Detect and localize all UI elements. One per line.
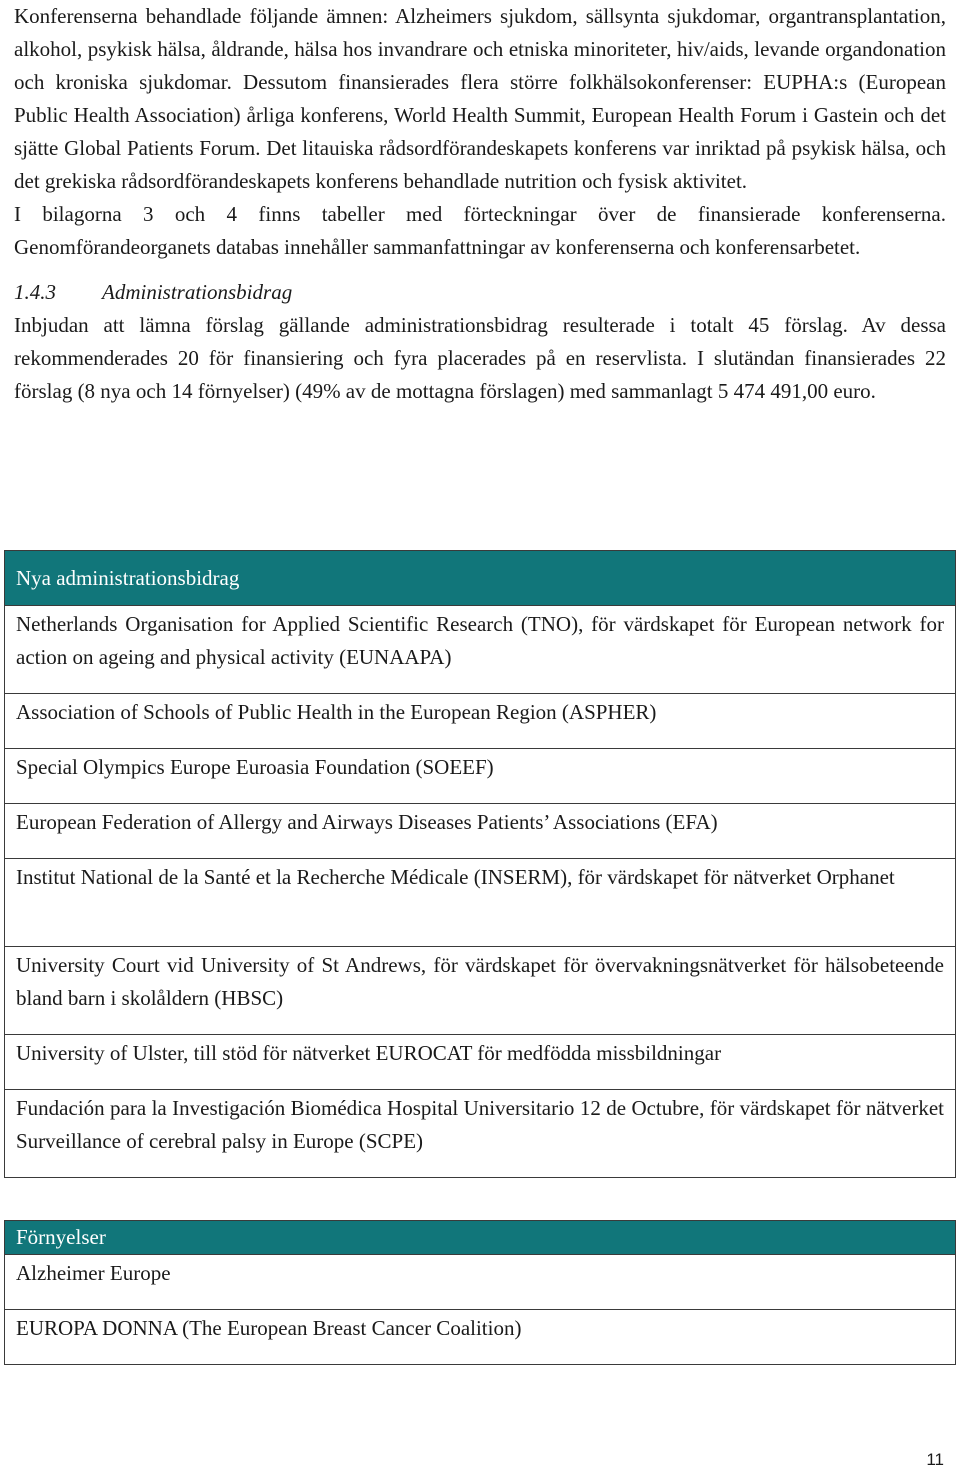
section-title: Administrationsbidrag xyxy=(102,280,293,304)
section-heading xyxy=(14,276,946,309)
table-header-row xyxy=(5,1221,956,1255)
table-cell: Association of Schools of Public Health in the European Region (ASPHER) xyxy=(5,694,956,749)
paragraph-admin-grants: Inbjudan att lämna förslag gällande administrationsbidrag resulterade i totalt 45 förslag. Av dessa rekommenderades 20 för finansiering och fyra placerades på en reservlista. I slutändan finansierades 22 förslag (8 nya och 14 förnyelser) (49% av de mottagna förslagen) med sammanlagt 5 474 491,00 euro. xyxy=(14,313,946,403)
table-row xyxy=(5,859,956,947)
table-header-renewals: Förnyelser xyxy=(5,1221,956,1255)
table-row xyxy=(5,694,956,749)
table-cell: Alzheimer Europe xyxy=(5,1255,956,1310)
table-cell: Fundación para la Investigación Biomédica Hospital Universitario 12 de Octubre, för värdskapet för nätverket Surveillance of cerebral palsy in Europe (SCPE) xyxy=(5,1090,956,1178)
table-row xyxy=(5,1090,956,1178)
table-header-row xyxy=(5,551,956,606)
table-row xyxy=(5,804,956,859)
page-number: 11 xyxy=(926,1450,944,1469)
table-cell: Netherlands Organisation for Applied Scientific Research (TNO), för värdskapet för European network for action on ageing and physical activity (EUNAAPA) xyxy=(5,606,956,694)
new-grants-table xyxy=(4,550,956,1178)
table-header-new: Nya administrationsbidrag xyxy=(5,551,956,606)
table-cell: University Court vid University of St Andrews, för värdskapet för övervakningsnätverket för hälsobeteende bland barn i skolåldern (HBSC) xyxy=(5,947,956,1035)
table-row xyxy=(5,749,956,804)
table-cell: European Federation of Allergy and Airways Diseases Patients’ Associations (EFA) xyxy=(5,804,956,859)
table-row xyxy=(5,1035,956,1090)
table-cell: University of Ulster, till stöd för nätverket EUROCAT för medfödda missbildningar xyxy=(5,1035,956,1090)
table-row xyxy=(5,1255,956,1310)
renewals-table xyxy=(4,1220,956,1365)
section-number: 1.4.3 xyxy=(14,280,56,304)
table-row xyxy=(5,947,956,1035)
paragraph-annexes: I bilagorna 3 och 4 finns tabeller med förteckningar över de finansierade konferenserna. Genomförandeorganets databas innehåller sammanfattningar av konferenserna och konferensarbetet. xyxy=(14,202,946,259)
document-body xyxy=(14,0,946,408)
table-cell: EUROPA DONNA (The European Breast Cancer Coalition) xyxy=(5,1310,956,1365)
table-cell: Special Olympics Europe Euroasia Foundation (SOEEF) xyxy=(5,749,956,804)
table-row xyxy=(5,606,956,694)
table-cell: Institut National de la Santé et la Recherche Médicale (INSERM), för värdskapet för nätverket Orphanet xyxy=(5,859,956,947)
paragraph-conferences: Konferenserna behandlade följande ämnen: Alzheimers sjukdom, sällsynta sjukdomar, organtransplantation, alkohol, psykisk hälsa, åldrande, hälsa hos invandrare och etniska minoriteter, hiv/aids, levande organdonation och kroniska sjukdomar. Dessutom finansierades flera större folkhälsokonferenser: EUPHA:s (European Public Health Association) årliga konferens, World Health Summit, European Health Forum i Gastein och det sjätte Global Patients Forum. Det litauiska rådsordförandeskapets konferens var inriktad på psykisk hälsa, och det grekiska rådsordförandeskapets konferens behandlade nutrition och fysisk aktivitet. xyxy=(14,4,946,193)
table-row xyxy=(5,1310,956,1365)
